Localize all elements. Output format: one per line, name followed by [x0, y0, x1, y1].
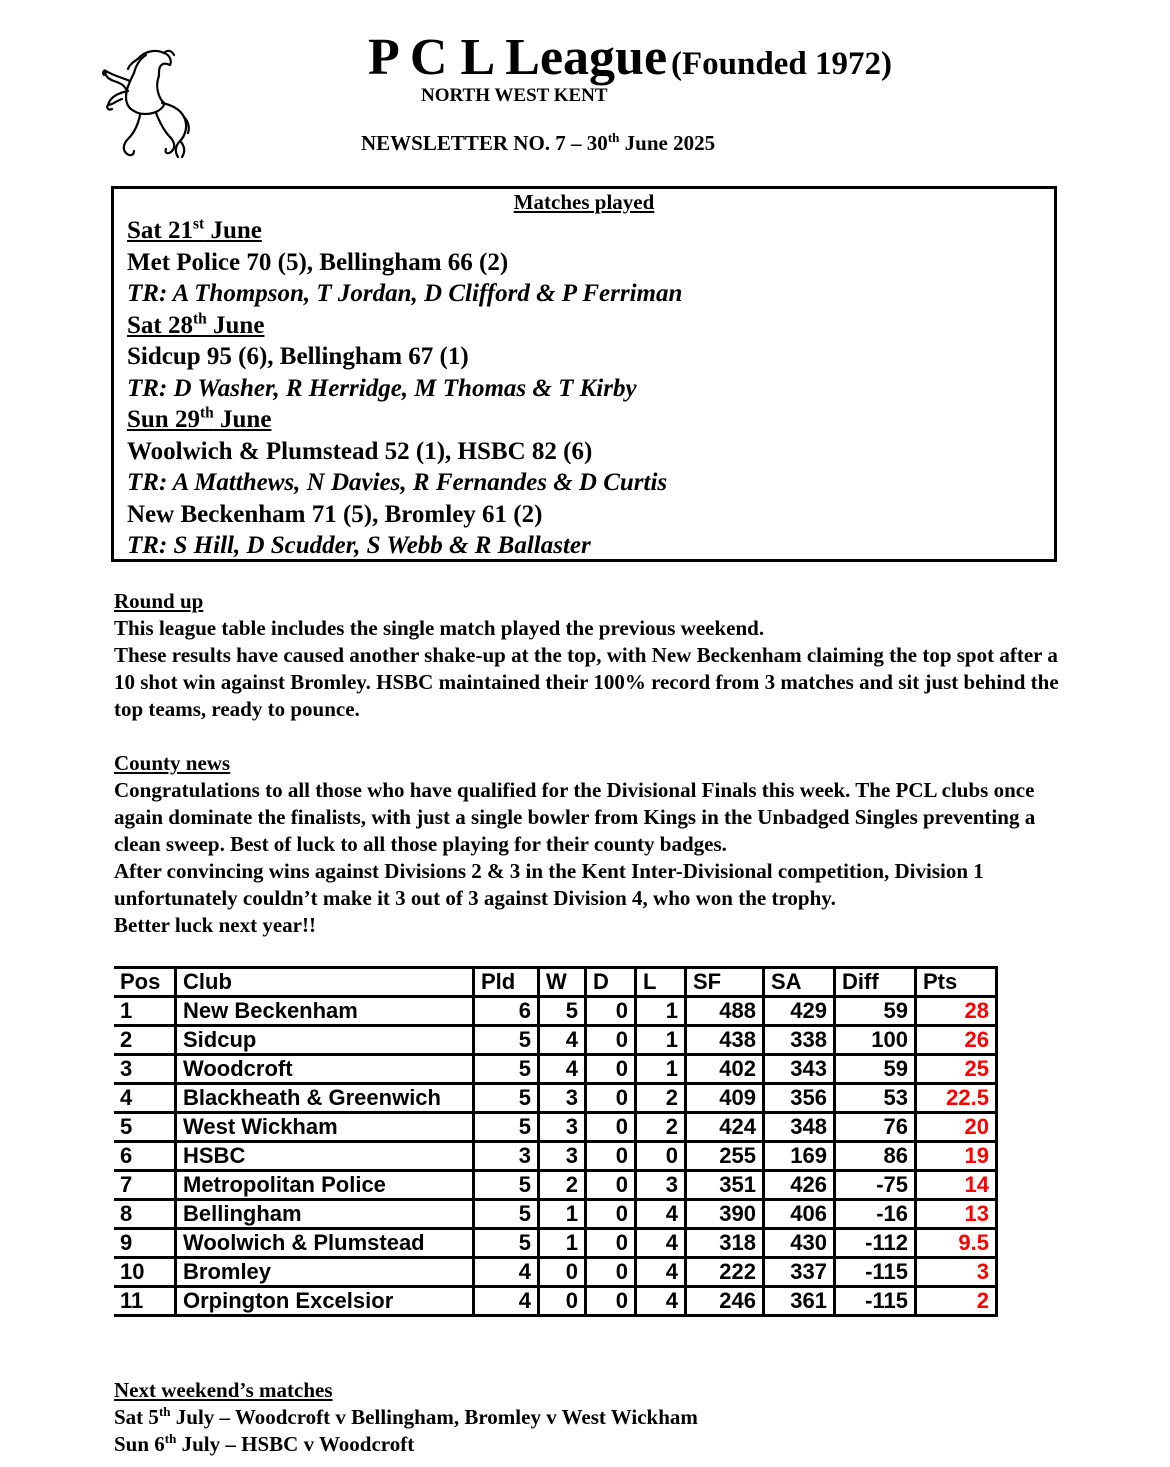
cell-pld: 5: [474, 1084, 539, 1113]
date-text: June: [213, 406, 272, 433]
cell-sa: 348: [764, 1113, 835, 1142]
next-sup: th: [164, 1431, 177, 1446]
cell-pld: 3: [474, 1142, 539, 1171]
col-w: W: [539, 968, 586, 997]
table-row: [114, 1200, 997, 1229]
cell-club: Sidcup: [176, 1026, 474, 1055]
cell-w: 1: [539, 1200, 586, 1229]
cell-l: 1: [636, 1055, 686, 1084]
cell-diff: -112: [835, 1229, 916, 1258]
col-sf: SF: [686, 968, 764, 997]
cell-pld: 6: [474, 997, 539, 1026]
cell-club: New Beckenham: [176, 997, 474, 1026]
matches-played-box: [111, 186, 1057, 562]
date-text: Sat 21: [127, 217, 193, 244]
title-founded: (Founded 1972): [671, 46, 892, 82]
roundup-section: [114, 588, 1064, 723]
cell-pld: 4: [474, 1287, 539, 1316]
cell-sf: 424: [686, 1113, 764, 1142]
table-row: [114, 1258, 997, 1287]
next-text: July – HSBC v Woodcroft: [176, 1432, 415, 1456]
table-row: [114, 1055, 997, 1084]
cell-pos: 1: [114, 997, 176, 1026]
region-label: NORTH WEST KENT: [421, 85, 608, 106]
newsletter-issue: [361, 131, 715, 156]
next-text: July – Woodcroft v Bellingham, Bromley v West Wickham: [170, 1405, 698, 1429]
col-sa: SA: [764, 968, 835, 997]
cell-diff: -16: [835, 1200, 916, 1229]
county-news-heading: County news: [114, 751, 231, 775]
cell-pos: 8: [114, 1200, 176, 1229]
table-row: [114, 1171, 997, 1200]
cell-pts: 13: [916, 1200, 997, 1229]
table-row: [114, 1142, 997, 1171]
cell-pld: 5: [474, 1171, 539, 1200]
cell-sa: 337: [764, 1258, 835, 1287]
cell-pos: 5: [114, 1113, 176, 1142]
cell-pts: 25: [916, 1055, 997, 1084]
match-date: [114, 310, 1054, 342]
cell-club: HSBC: [176, 1142, 474, 1171]
cell-diff: 59: [835, 997, 916, 1026]
match-result: New Beckenham 71 (5), Bromley 61 (2): [127, 500, 543, 528]
date-sup: th: [192, 310, 207, 328]
cell-w: 2: [539, 1171, 586, 1200]
cell-club: Woodcroft: [176, 1055, 474, 1084]
cell-sa: 169: [764, 1142, 835, 1171]
date-text: Sun 29: [127, 406, 200, 433]
cell-sf: 402: [686, 1055, 764, 1084]
match-result: Woolwich & Plumstead 52 (1), HSBC 82 (6): [127, 437, 593, 465]
cell-club: Bellingham: [176, 1200, 474, 1229]
cell-l: 4: [636, 1287, 686, 1316]
cell-l: 1: [636, 997, 686, 1026]
cell-sa: 361: [764, 1287, 835, 1316]
cell-club: West Wickham: [176, 1113, 474, 1142]
match-top-rinks: TR: S Hill, D Scudder, S Webb & R Ballaster: [127, 532, 591, 559]
cell-pos: 4: [114, 1084, 176, 1113]
cell-pts: 9.5: [916, 1229, 997, 1258]
cell-l: 0: [636, 1142, 686, 1171]
cell-pos: 10: [114, 1258, 176, 1287]
next-text: Sun 6: [114, 1432, 165, 1456]
match-date: [114, 215, 1054, 247]
next-sup: th: [158, 1404, 171, 1419]
col-l: L: [636, 968, 686, 997]
cell-l: 4: [636, 1229, 686, 1258]
cell-d: 0: [586, 1113, 636, 1142]
cell-l: 4: [636, 1200, 686, 1229]
cell-l: 2: [636, 1084, 686, 1113]
cell-pos: 3: [114, 1055, 176, 1084]
matches-heading: Matches played: [513, 190, 655, 214]
cell-pld: 5: [474, 1229, 539, 1258]
cell-pts: 22.5: [916, 1084, 997, 1113]
cell-sa: 406: [764, 1200, 835, 1229]
county-news-section: [114, 750, 1064, 939]
col-club: Club: [176, 968, 474, 997]
col-pts: Pts: [916, 968, 997, 997]
cell-d: 0: [586, 1084, 636, 1113]
cell-sf: 438: [686, 1026, 764, 1055]
cell-pos: 6: [114, 1142, 176, 1171]
cell-diff: 53: [835, 1084, 916, 1113]
cell-d: 0: [586, 1287, 636, 1316]
cell-pos: 11: [114, 1287, 176, 1316]
cell-sa: 338: [764, 1026, 835, 1055]
cell-diff: -115: [835, 1287, 916, 1316]
cell-pld: 4: [474, 1258, 539, 1287]
next-text: Sat 5: [114, 1405, 159, 1429]
date-text: June: [206, 311, 265, 339]
cell-d: 0: [586, 1171, 636, 1200]
cell-d: 0: [586, 1229, 636, 1258]
cell-diff: 86: [835, 1142, 916, 1171]
table-row: [114, 1084, 997, 1113]
cell-sf: 246: [686, 1287, 764, 1316]
cell-sa: 356: [764, 1084, 835, 1113]
date-sup: th: [199, 404, 214, 422]
cell-d: 0: [586, 1142, 636, 1171]
cell-d: 0: [586, 997, 636, 1026]
cell-sf: 255: [686, 1142, 764, 1171]
date-sup: st: [192, 215, 205, 233]
cell-pts: 28: [916, 997, 997, 1026]
newsletter-suffix: June 2025: [619, 131, 716, 155]
cell-sa: 429: [764, 997, 835, 1026]
cell-club: Blackheath & Greenwich: [176, 1084, 474, 1113]
cell-club: Bromley: [176, 1258, 474, 1287]
cell-pld: 5: [474, 1200, 539, 1229]
col-d: D: [586, 968, 636, 997]
cell-pld: 5: [474, 1026, 539, 1055]
cell-pld: 5: [474, 1055, 539, 1084]
cell-diff: 59: [835, 1055, 916, 1084]
cell-sa: 430: [764, 1229, 835, 1258]
cell-pts: 26: [916, 1026, 997, 1055]
cell-sf: 390: [686, 1200, 764, 1229]
cell-sf: 409: [686, 1084, 764, 1113]
cell-l: 4: [636, 1258, 686, 1287]
table-row: [114, 1229, 997, 1258]
cell-w: 4: [539, 1026, 586, 1055]
cell-pts: 19: [916, 1142, 997, 1171]
cell-w: 0: [539, 1258, 586, 1287]
cell-d: 0: [586, 1055, 636, 1084]
newsletter-prefix: NEWSLETTER NO. 7 – 30: [361, 131, 608, 155]
title-main: P C L League: [368, 29, 668, 86]
cell-sf: 488: [686, 997, 764, 1026]
cell-d: 0: [586, 1026, 636, 1055]
cell-l: 3: [636, 1171, 686, 1200]
league-title: [368, 28, 892, 87]
county-news-paragraph: Better luck next year!!: [114, 913, 316, 937]
cell-w: 3: [539, 1113, 586, 1142]
table-row: [114, 1026, 997, 1055]
cell-pts: 3: [916, 1258, 997, 1287]
cell-diff: -115: [835, 1258, 916, 1287]
cell-club: Woolwich & Plumstead: [176, 1229, 474, 1258]
newsletter-sup: th: [607, 130, 620, 145]
cell-w: 4: [539, 1055, 586, 1084]
cell-w: 5: [539, 997, 586, 1026]
roundup-paragraph: These results have caused another shake-up at the top, with New Beckenham claiming the top spot after a 10 shot win against Bromley. HSBC maintained their 100% record from 3 matches and sit just behind the top teams, ready to pounce.: [114, 643, 1059, 721]
cell-d: 0: [586, 1258, 636, 1287]
cell-pos: 9: [114, 1229, 176, 1258]
county-news-paragraph: After convincing wins against Divisions 2 & 3 in the Kent Inter-Divisional competition, Division 1 unfortunately couldn’t make it 3 out of 3 against Division 4, who won the trophy.: [114, 859, 984, 910]
cell-diff: 100: [835, 1026, 916, 1055]
match-result: Sidcup 95 (6), Bellingham 67 (1): [127, 343, 469, 370]
roundup-heading: Round up: [114, 589, 204, 613]
cell-pts: 20: [916, 1113, 997, 1142]
table-row: [114, 997, 997, 1026]
col-pld: Pld: [474, 968, 539, 997]
col-pos: Pos: [114, 968, 176, 997]
cell-sf: 318: [686, 1229, 764, 1258]
cell-diff: 76: [835, 1113, 916, 1142]
date-text: Sat 28: [127, 311, 193, 339]
table-header-row: [114, 968, 997, 997]
cell-sa: 343: [764, 1055, 835, 1084]
next-matches-section: [114, 1377, 1064, 1458]
match-date: [114, 404, 1054, 436]
cell-pos: 2: [114, 1026, 176, 1055]
cell-pos: 7: [114, 1171, 176, 1200]
cell-w: 0: [539, 1287, 586, 1316]
next-match-line: [114, 1431, 1064, 1458]
table-row: [114, 1113, 997, 1142]
cell-d: 0: [586, 1200, 636, 1229]
cell-w: 1: [539, 1229, 586, 1258]
cell-pts: 2: [916, 1287, 997, 1316]
county-news-paragraph: Congratulations to all those who have qualified for the Divisional Finals this week. The PCL clubs once again dominate the finalists, with just a single bowler from Kings in the Unbadged Singles preventing a clean sweep. Best of luck to all those playing for their county badges.: [114, 778, 1036, 856]
cell-w: 3: [539, 1084, 586, 1113]
match-result: Met Police 70 (5), Bellingham 66 (2): [127, 248, 509, 276]
cell-diff: -75: [835, 1171, 916, 1200]
cell-pld: 5: [474, 1113, 539, 1142]
table-row: [114, 1287, 997, 1316]
cell-club: Orpington Excelsior: [176, 1287, 474, 1316]
cell-l: 2: [636, 1113, 686, 1142]
col-diff: Diff: [835, 968, 916, 997]
next-matches-heading: Next weekend’s matches: [114, 1378, 333, 1402]
cell-club: Metropolitan Police: [176, 1171, 474, 1200]
cell-l: 1: [636, 1026, 686, 1055]
cell-sf: 351: [686, 1171, 764, 1200]
next-match-line: [114, 1404, 1064, 1431]
date-text: June: [204, 217, 262, 244]
match-top-rinks: TR: A Matthews, N Davies, R Fernandes & D Curtis: [127, 469, 668, 496]
match-top-rinks: TR: D Washer, R Herridge, M Thomas & T Kirby: [127, 374, 637, 402]
cell-sa: 426: [764, 1171, 835, 1200]
cell-pts: 14: [916, 1171, 997, 1200]
cell-w: 3: [539, 1142, 586, 1171]
roundup-paragraph: This league table includes the single match played the previous weekend.: [114, 616, 765, 640]
cell-sf: 222: [686, 1258, 764, 1287]
match-top-rinks: TR: A Thompson, T Jordan, D Clifford & P Ferriman: [127, 280, 683, 307]
kent-horse-logo: [100, 45, 192, 163]
league-table: [114, 966, 998, 1317]
